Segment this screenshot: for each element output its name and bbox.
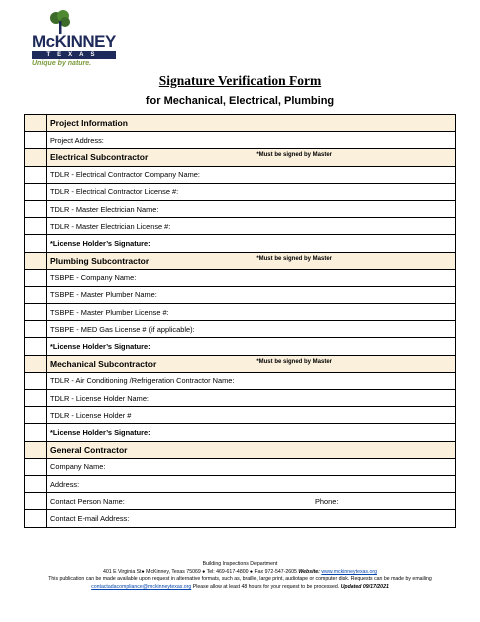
section-title: Mechanical Subcontractor: [50, 358, 157, 369]
form-row[interactable]: [25, 218, 456, 235]
form-row[interactable]: [25, 372, 456, 389]
field-label[interactable]: Address:: [47, 475, 456, 492]
form-subtitle: for Mechanical, Electrical, Plumbing: [145, 95, 335, 107]
footer: [0, 561, 480, 591]
form-title: Signature Verification Form: [158, 73, 322, 88]
form-row[interactable]: [25, 407, 456, 424]
must-sign-note: *Must be signed by Master: [256, 358, 332, 365]
signature-label[interactable]: *License Holder’s Signature:: [47, 235, 456, 252]
section-header-electrical: [25, 149, 456, 166]
logo-wordmark: McKINNEY: [32, 32, 116, 51]
mckinney-logo: [28, 10, 120, 68]
must-sign-note: *Must be signed by Master: [256, 152, 332, 159]
field-label[interactable]: TDLR - License Holder Name:: [47, 390, 456, 407]
logo-texas: TEXAS: [32, 51, 116, 59]
signature-row[interactable]: [25, 235, 456, 252]
section-header-plumbing: [25, 252, 456, 269]
footer-address-line: [0, 569, 480, 577]
footer-address: 401 E Virginia St● McKinney, Texas 75069 ● Tel: 469-617-4800 ● Fax 972-547-2605: [103, 568, 297, 575]
footer-email-line: [0, 584, 480, 592]
field-label[interactable]: TSBPE - Master Plumber Name:: [47, 286, 456, 303]
form-row[interactable]: [25, 183, 456, 200]
signature-row[interactable]: [25, 338, 456, 355]
form-row[interactable]: [25, 475, 456, 492]
form-row[interactable]: [25, 200, 456, 217]
section-title: Plumbing Subcontractor: [50, 255, 150, 266]
footer-dept: Building Inspections Department: [202, 561, 278, 567]
form-row[interactable]: [25, 269, 456, 286]
field-label[interactable]: TSBPE - Company Name:: [47, 269, 456, 286]
field-label[interactable]: TDLR - Air Conditioning /Refrigeration Contractor Name:: [47, 372, 456, 389]
signature-label[interactable]: *License Holder’s Signature:: [47, 424, 456, 441]
footer-accessibility: This publication can be made available upon request in alternative formats, such as, braille, large print, audiotape or computer disk. Requests can be made by emailing: [48, 576, 432, 583]
tree-icon: [48, 10, 72, 34]
form-row[interactable]: [25, 510, 456, 527]
form-row[interactable]: [25, 304, 456, 321]
footer-processing: Please allow at least 48 hours for your request to be processed.: [192, 583, 340, 590]
must-sign-note: *Must be signed by Master: [256, 255, 332, 262]
phone-label[interactable]: Phone:: [315, 496, 339, 506]
field-label[interactable]: TDLR - Electrical Contractor Company Name:: [47, 166, 456, 183]
field-label[interactable]: TDLR - Master Electrician License #:: [47, 218, 456, 235]
form-row[interactable]: [25, 390, 456, 407]
form-row[interactable]: [25, 458, 456, 475]
form-row[interactable]: [25, 132, 456, 149]
section-title: Project Information: [47, 115, 456, 132]
website-link[interactable]: www.mckinneytexas.org: [321, 568, 377, 575]
field-label[interactable]: Project Address:: [47, 132, 456, 149]
section-header-project: [25, 115, 456, 132]
form-row[interactable]: [25, 166, 456, 183]
contact-person-label[interactable]: Contact Person Name:: [50, 496, 125, 506]
website-label: Website:: [298, 568, 320, 575]
field-label[interactable]: Company Name:: [47, 458, 456, 475]
form-row[interactable]: [25, 286, 456, 303]
form-row[interactable]: [25, 321, 456, 338]
field-label[interactable]: TSBPE - MED Gas License # (if applicable):: [47, 321, 456, 338]
field-label[interactable]: TDLR - Master Electrician Name:: [47, 200, 456, 217]
signature-row[interactable]: [25, 424, 456, 441]
field-label[interactable]: TDLR - Electrical Contractor License #:: [47, 183, 456, 200]
section-header-mechanical: [25, 355, 456, 372]
field-label[interactable]: TSBPE - Master Plumber License #:: [47, 304, 456, 321]
email-link[interactable]: contactadacompliance@mckinneytexas.org: [91, 583, 192, 590]
section-title: Electrical Subcontractor: [50, 152, 149, 163]
section-header-general: [25, 441, 456, 458]
field-label[interactable]: TDLR - License Holder #: [47, 407, 456, 424]
updated-date: Updated 09/17/2021: [340, 583, 389, 590]
form-row[interactable]: [25, 493, 456, 510]
field-label[interactable]: Contact E-mail Address:: [47, 510, 456, 527]
section-title: General Contractor: [47, 441, 456, 458]
logo-tagline: Unique by nature.: [32, 60, 92, 67]
signature-form-table: [24, 114, 456, 528]
signature-label[interactable]: *License Holder’s Signature:: [47, 338, 456, 355]
